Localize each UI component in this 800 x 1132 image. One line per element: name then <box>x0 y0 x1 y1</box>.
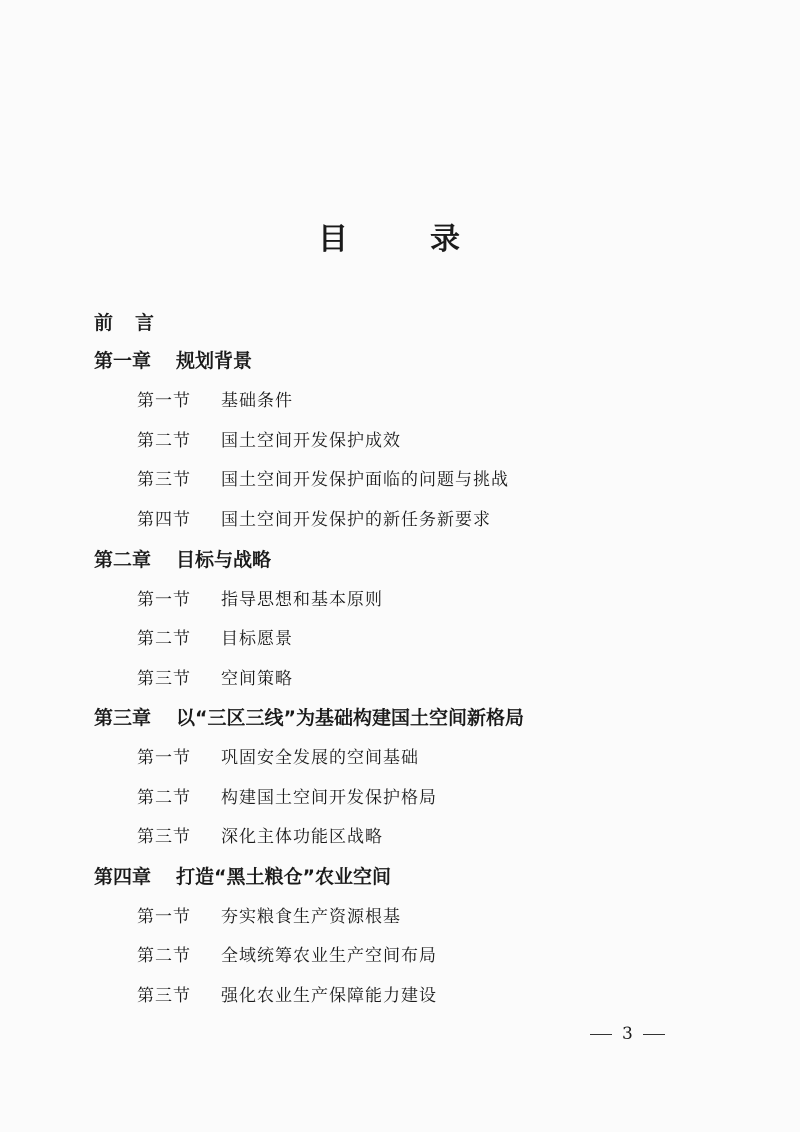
section-title: 夯实粮食生产资源根基 <box>221 907 401 927</box>
toc-section[interactable] <box>137 586 383 614</box>
chapter-title: 以“三区三线”为基础构建国土空间新格局 <box>176 707 524 729</box>
section-number: 第二节 <box>137 629 191 649</box>
section-title: 国土空间开发保护面临的问题与挑战 <box>221 470 509 490</box>
toc-section[interactable] <box>137 466 509 494</box>
section-number: 第一节 <box>137 907 191 927</box>
toc-chapter-4[interactable] <box>94 863 391 891</box>
chapter-title: 规划背景 <box>176 350 253 372</box>
toc-section[interactable] <box>137 625 293 653</box>
title-char-2: 录 <box>430 222 460 257</box>
toc-section[interactable] <box>137 387 293 415</box>
toc-section[interactable] <box>137 665 293 693</box>
section-title: 目标愿景 <box>221 629 293 649</box>
section-number: 第四节 <box>137 510 191 530</box>
chapter-number: 第三章 <box>94 707 152 729</box>
chapter-title: 打造“黑土粮仓”农业空间 <box>176 866 391 888</box>
chapter-number: 第四章 <box>94 866 152 888</box>
toc-chapter-1[interactable] <box>94 347 252 375</box>
chapter-title: 目标与战略 <box>176 549 272 571</box>
toc-preface[interactable]: 前言 <box>94 312 177 334</box>
toc-section[interactable] <box>137 506 491 534</box>
section-number: 第一节 <box>137 391 191 411</box>
footer-dash-left <box>590 1034 612 1035</box>
section-title: 构建国土空间开发保护格局 <box>221 788 437 808</box>
toc-section[interactable] <box>137 823 383 851</box>
toc-section[interactable] <box>137 942 437 970</box>
section-title: 巩固安全发展的空间基础 <box>221 748 419 768</box>
section-title: 国土空间开发保护成效 <box>221 431 401 451</box>
section-number: 第三节 <box>137 470 191 490</box>
section-number: 第三节 <box>137 827 191 847</box>
section-number: 第三节 <box>137 669 191 689</box>
toc-section[interactable] <box>137 982 437 1010</box>
section-title: 全域统筹农业生产空间布局 <box>221 946 437 966</box>
section-title: 深化主体功能区战略 <box>221 827 383 847</box>
title-char-1: 目 <box>318 222 348 257</box>
toc-section[interactable] <box>137 784 437 812</box>
toc-chapter-3[interactable] <box>94 704 524 732</box>
section-title: 国土空间开发保护的新任务新要求 <box>221 510 491 530</box>
page-footer <box>590 1022 680 1046</box>
chapter-number: 第一章 <box>94 350 152 372</box>
page-title <box>0 218 800 262</box>
section-number: 第二节 <box>137 431 191 451</box>
toc-section[interactable] <box>137 903 401 931</box>
page-number: 3 <box>622 1024 633 1044</box>
section-number: 第二节 <box>137 788 191 808</box>
toc-section[interactable] <box>137 427 401 455</box>
footer-dash-right <box>643 1034 665 1035</box>
section-number: 第一节 <box>137 748 191 768</box>
section-title: 强化农业生产保障能力建设 <box>221 986 437 1006</box>
toc-section[interactable] <box>137 744 419 772</box>
toc-chapter-2[interactable] <box>94 546 271 574</box>
section-number: 第三节 <box>137 986 191 1006</box>
section-number: 第一节 <box>137 590 191 610</box>
section-title: 指导思想和基本原则 <box>221 590 383 610</box>
section-number: 第二节 <box>137 946 191 966</box>
section-title: 空间策略 <box>221 669 293 689</box>
chapter-number: 第二章 <box>94 549 152 571</box>
section-title: 基础条件 <box>221 391 293 411</box>
